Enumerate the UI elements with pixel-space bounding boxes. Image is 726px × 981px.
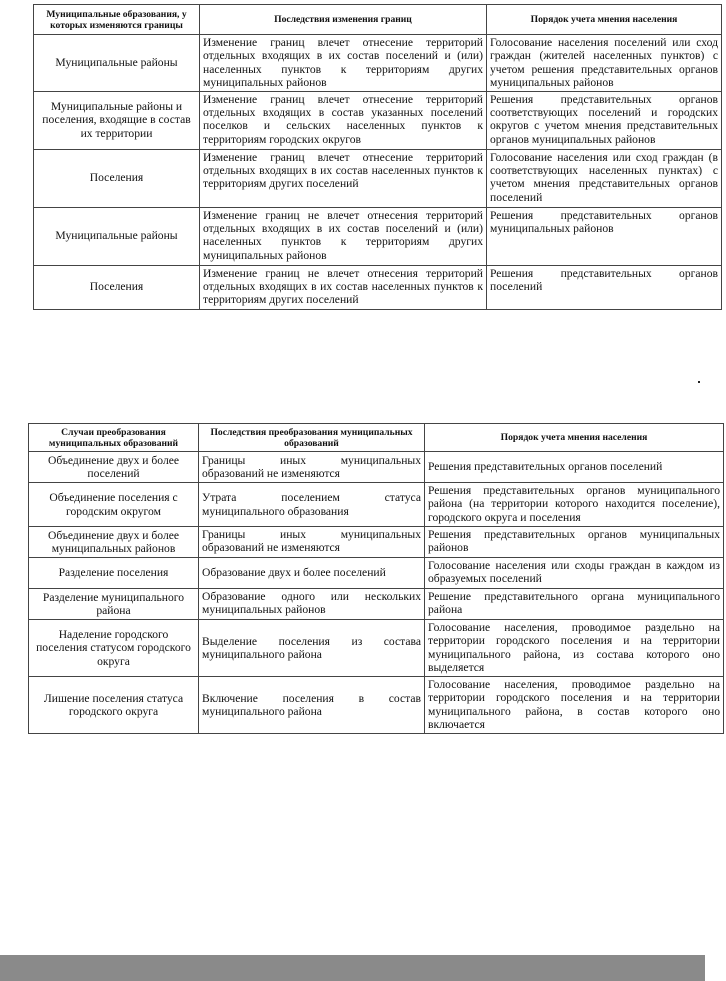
table-cell: Наделение городского поселения статусом городского округа <box>29 620 199 677</box>
column-header: Муниципальные образования, у которых изменяются границы <box>34 5 200 35</box>
table-cell: Изменение границ не влечет отнесения территорий отдельных входящих в их состав поселений и (или) населенных пунктов к территориям других муниципальных районов <box>200 207 487 265</box>
table-cell: Выделение поселения из состава муниципального района <box>199 620 425 677</box>
table-row <box>34 207 722 265</box>
table-row <box>29 452 724 483</box>
table-cell: Разделение муниципального района <box>29 589 199 620</box>
table-row <box>34 35 722 92</box>
table-cell: Голосование населения или сходы граждан в каждом из образуемых поселений <box>425 558 724 589</box>
table-cell: Голосование населения, проводимое раздельно на территории городского поселения и на территории муниципального района, в состав которого оно включается <box>425 677 724 734</box>
column-header: Порядок учета мнения населения <box>487 5 722 35</box>
table-header-row <box>29 424 724 452</box>
table-cell: Изменение границ влечет отнесение территорий отдельных входящих в их состав поселений и (или) населенных пунктов к территориям других муниципальных районов <box>200 35 487 92</box>
table-cell: Решения представительных органов муниципальных районов <box>487 207 722 265</box>
table-cell: Муниципальные районы <box>34 207 200 265</box>
table-cell: Объединение поселения с городским округом <box>29 483 199 527</box>
table-cell: Объединение двух и более муниципальных районов <box>29 527 199 558</box>
table-cell: Поселения <box>34 265 200 309</box>
table-cell: Границы иных муниципальных образований не изменяются <box>199 452 425 483</box>
footer-bar <box>0 955 705 981</box>
column-header: Последствия изменения границ <box>200 5 487 35</box>
table-cell: Муниципальные районы и поселения, входящие в состав их территории <box>34 91 200 149</box>
table-header-row <box>34 5 722 35</box>
table-cell: Решения представительных органов поселений <box>487 265 722 309</box>
table-cell: Муниципальные районы <box>34 35 200 92</box>
table-cell: Объединение двух и более поселений <box>29 452 199 483</box>
table-cell: Решения представительных органов поселений <box>425 452 724 483</box>
boundary-change-table <box>33 4 722 310</box>
table-cell: Включение поселения в состав муниципального района <box>199 677 425 734</box>
table-row <box>34 149 722 207</box>
table-cell: Границы иных муниципальных образований не изменяются <box>199 527 425 558</box>
table-cell: Изменение границ не влечет отнесения территорий отдельных входящих в их состав населенных пунктов к территориям других поселений <box>200 265 487 309</box>
table-cell: Изменение границ влечет отнесение территорий отдельных входящих в состав указанных поселений поселков и сельских населенных пунктов к территориям городских округов <box>200 91 487 149</box>
table-row <box>29 589 724 620</box>
table-cell: Образование двух и более поселений <box>199 558 425 589</box>
table-cell: Разделение поселения <box>29 558 199 589</box>
stray-dot <box>698 381 700 383</box>
table-cell: Решения представительных органов соответствующих поселений и городских округов с учетом мнения представительных органов муниципальных районов <box>487 91 722 149</box>
table-cell: Лишение поселения статуса городского округа <box>29 677 199 734</box>
table-cell: Решения представительных органов муниципального района (на территории которого находится поселение), городского округа и поселения <box>425 483 724 527</box>
column-header: Порядок учета мнения населения <box>425 424 724 452</box>
table-cell: Поселения <box>34 149 200 207</box>
table-cell: Решения представительных органов муниципальных районов <box>425 527 724 558</box>
table-row <box>29 483 724 527</box>
table-row <box>29 527 724 558</box>
table-row <box>34 265 722 309</box>
table-row <box>34 91 722 149</box>
table-cell: Изменение границ влечет отнесение территорий отдельных входящих в их состав населенных пунктов к территориям других поселений <box>200 149 487 207</box>
table-cell: Утрата поселением статуса муниципального образования <box>199 483 425 527</box>
table-row <box>29 558 724 589</box>
table-row <box>29 620 724 677</box>
table-cell: Решение представительного органа муниципального района <box>425 589 724 620</box>
table-cell: Голосование населения поселений или сход граждан (жителей населенных пунктов) с учетом решения представительных органов муниципальных районов <box>487 35 722 92</box>
transformation-table <box>28 423 724 734</box>
column-header: Последствия преобразования муниципальных образований <box>199 424 425 452</box>
column-header: Случаи преобразования муниципальных образований <box>29 424 199 452</box>
table-cell: Образование одного или нескольких муниципальных районов <box>199 589 425 620</box>
table-row <box>29 677 724 734</box>
table-cell: Голосование населения или сход граждан (в соответствующих населенных пунктах) с учетом мнения представительных органов поселений <box>487 149 722 207</box>
table-cell: Голосование населения, проводимое раздельно на территории городского поселения и на территории муниципального района, из состава которого оно выделяется <box>425 620 724 677</box>
